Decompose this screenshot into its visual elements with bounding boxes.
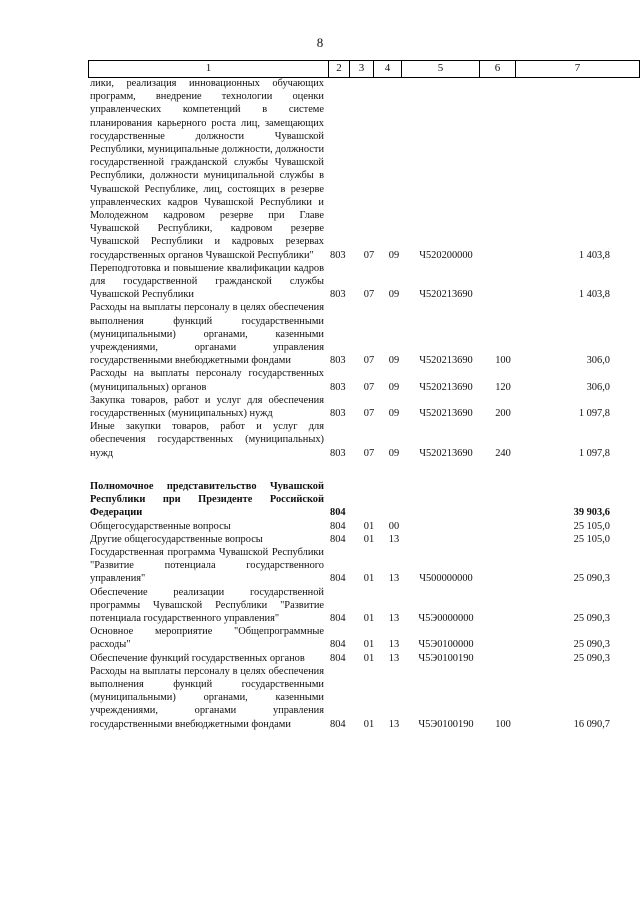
cell-c5: Ч520213690 (419, 408, 473, 420)
cell-c2: 803 (330, 381, 346, 393)
cell-c2: 804 (330, 652, 346, 664)
cell-c3: 01 (363, 573, 375, 585)
cell-c3: 01 (363, 533, 375, 545)
cell-c5: Ч5Э0000000 (418, 612, 474, 624)
row-description: Государственная программа Чувашской Республики "Развитие потенциала государственного управления" (90, 546, 324, 585)
cell-c7: 16 090,7 (573, 718, 610, 730)
cell-c4: 09 (388, 249, 400, 261)
cell-c7: 25 090,3 (573, 573, 610, 585)
row-description: Закупка товаров, работ и услуг для обеспечения государственных (муниципальных) нужд (90, 394, 324, 420)
table-row (90, 367, 610, 393)
row-description: Расходы на выплаты персоналу в целях обеспечения выполнения функций государственными (муниципальными) органами, казенными учреждениями, органами управления государственными внебюджетными фондами (90, 665, 324, 730)
row-description: Общегосударственные вопросы (90, 520, 231, 532)
cell-c2: 804 (330, 520, 346, 532)
cell-c7: 1 403,8 (578, 289, 610, 301)
cell-c6: 100 (495, 718, 511, 730)
cell-c2: 803 (330, 289, 346, 301)
cell-c5: Ч500000000 (419, 573, 473, 585)
cell-c7: 25 090,3 (573, 612, 610, 624)
cell-c2: 803 (330, 447, 346, 459)
cell-c7: 306,0 (586, 355, 610, 367)
section-row (90, 480, 610, 520)
header-col-7: 7 (574, 62, 581, 74)
cell-c7: 39 903,6 (573, 507, 610, 519)
cell-c3: 01 (363, 718, 375, 730)
cell-c3: 07 (363, 289, 375, 301)
row-description: Полномочное представительство Чувашской Республики при Президенте Российской Федерации (90, 480, 324, 519)
table-row (90, 262, 610, 302)
table-row (90, 625, 610, 651)
cell-c6: 120 (495, 381, 511, 393)
row-description: Основное мероприятие "Общепрограммные расходы" (90, 626, 324, 651)
row-description: Другие общегосударственные вопросы (90, 533, 263, 545)
table-row (90, 77, 610, 262)
row-description: Обеспечение функций государственных органов (90, 652, 305, 664)
cell-c7: 306,0 (586, 381, 610, 393)
cell-c6: 100 (495, 355, 511, 367)
row-description: Иные закупки товаров, работ и услуг для обеспечения государственных (муниципальных) нужд (90, 421, 324, 459)
cell-c7: 1 403,8 (578, 249, 610, 261)
row-description: Расходы на выплаты персоналу в целях обеспечения выполнения функций государственными (муниципальными) органами, казенными учреждениями, органами управления государственными внебюджетными фондами (90, 302, 324, 367)
cell-c4: 13 (388, 639, 400, 651)
cell-c2: 804 (330, 507, 346, 519)
cell-c7: 25 105,0 (573, 520, 610, 532)
cell-c5: Ч5Э0100190 (418, 718, 474, 730)
cell-c5: Ч5Э0100190 (418, 652, 474, 664)
row-description: Обеспечение реализации государственной программы Чувашской Республики "Развитие потенциала государственного управления" (90, 586, 324, 624)
table-row (90, 420, 610, 460)
cell-c4: 13 (388, 573, 400, 585)
cell-c6: 240 (495, 447, 511, 459)
cell-c4: 09 (388, 381, 400, 393)
cell-c6: 200 (495, 408, 511, 420)
cell-c2: 804 (330, 533, 346, 545)
cell-c2: 803 (330, 408, 346, 420)
cell-c3: 07 (363, 447, 375, 459)
cell-c4: 09 (388, 408, 400, 420)
cell-c3: 07 (363, 408, 375, 420)
cell-c7: 25 090,3 (573, 652, 610, 664)
row-description: Расходы на выплаты персоналу государственных (муниципальных) органов (90, 368, 324, 393)
cell-c3: 01 (363, 612, 375, 624)
header-col-4: 4 (374, 61, 402, 77)
cell-c7: 1 097,8 (578, 447, 610, 459)
table-row (90, 652, 610, 665)
cell-c3: 01 (363, 520, 375, 532)
cell-c4: 13 (388, 612, 400, 624)
cell-c7: 25 105,0 (573, 533, 610, 545)
cell-c4: 13 (388, 718, 400, 730)
cell-c2: 804 (330, 639, 346, 651)
cell-c2: 803 (330, 355, 346, 367)
header-col-6: 6 (480, 61, 516, 77)
header-col-1: 1 (89, 61, 329, 77)
cell-c5: Ч520213690 (419, 289, 473, 301)
table-row (90, 301, 610, 367)
cell-c3: 07 (363, 355, 375, 367)
cell-c5: Ч520213690 (419, 355, 473, 367)
table-row (90, 533, 610, 546)
cell-c3: 01 (363, 639, 375, 651)
header-col-2: 2 (329, 61, 350, 77)
row-description: лики, реализация инновационных обучающих программ, внедрение технологии оценки управленческих компетенций в системе планирования карьерного роста лиц, замещающих государственные должности Чувашской Республики, муниципальные должности, должности государственной гражданской службы Чувашской Республики, должности муниципальной службы в Чувашской Республике, лиц, состоящих в резерве управленческих кадров Чувашской Республики и Молодежном кадровом резерве при Главе Чувашской Республики, кадровом резерве Чувашской Республики и кадровых резервах государственных органов Чувашской Республики" (90, 78, 324, 261)
table-row (90, 546, 610, 586)
header-col-3: 3 (350, 61, 374, 77)
cell-c7: 25 090,3 (573, 639, 610, 651)
cell-c3: 07 (363, 249, 375, 261)
cell-c5: Ч520213690 (419, 381, 473, 393)
cell-c4: 09 (388, 355, 400, 367)
cell-c3: 01 (363, 652, 375, 664)
cell-c2: 803 (330, 249, 346, 261)
cell-c3: 07 (363, 381, 375, 393)
table-row (90, 665, 610, 731)
table-header (88, 60, 640, 78)
cell-c2: 804 (330, 612, 346, 624)
cell-c4: 00 (388, 520, 400, 532)
cell-c5: Ч5Э0100000 (418, 639, 474, 651)
cell-c2: 804 (330, 573, 346, 585)
cell-c4: 13 (388, 652, 400, 664)
cell-c7: 1 097,8 (578, 408, 610, 420)
table-row (90, 394, 610, 420)
table-row (90, 586, 610, 626)
row-description: Переподготовка и повышение квалификации кадров для государственной гражданской службы Чувашской Республики (90, 262, 324, 301)
cell-c5: Ч520213690 (419, 447, 473, 459)
page-number: 8 (316, 35, 324, 50)
table-row (90, 520, 610, 533)
budget-table-body (90, 77, 610, 731)
cell-c5: Ч520200000 (419, 249, 473, 261)
cell-c2: 804 (330, 718, 346, 730)
header-col-5: 5 (402, 61, 480, 77)
cell-c4: 09 (388, 289, 400, 301)
cell-c4: 13 (388, 533, 400, 545)
cell-c4: 09 (388, 447, 400, 459)
